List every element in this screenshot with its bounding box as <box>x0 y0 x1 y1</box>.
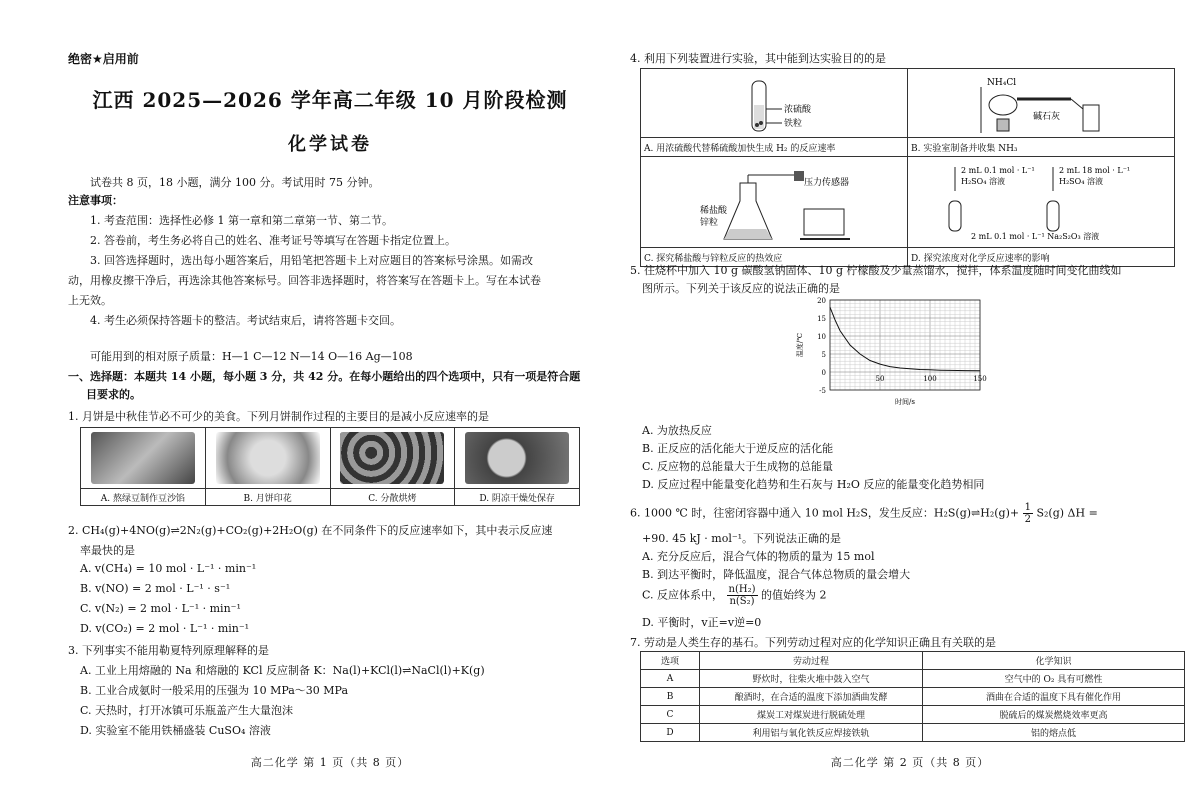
table-row <box>641 688 1185 706</box>
q5-option-d: D. 反应过程中能量变化趋势和生石灰与 H₂O 反应的能量变化趋势相同 <box>642 478 985 491</box>
q6-half-fraction <box>1023 502 1033 525</box>
zinc-label: 锌粒 <box>700 218 719 228</box>
storage-photo <box>465 432 569 484</box>
q6-stem-part: 6. 1000 ℃ 时，往密闭容器中通入 10 mol H₂S，发生反应：H₂S(g)⇌H₂(g)+ <box>630 506 1020 520</box>
q4-cell-c <box>641 157 908 248</box>
notice-3-cont: 动，用橡皮擦干净后，再选涂其他答案标号。回答非选择题时，将答案写在答题卡上。写在本试卷 <box>68 274 541 287</box>
q2-stem: 2. CH₄(g)+4NO(g)⇌2N₂(g)+CO₂(g)+2H₂O(g) 在不同条件下的反应速率如下，其中表示反应速 <box>68 524 553 537</box>
nh4cl-label: NH₄Cl <box>987 78 1017 88</box>
fraction-numerator: 1 <box>1024 502 1031 513</box>
table-row <box>641 670 1185 688</box>
q6-option-d: D. 平衡时，v正=v逆=0 <box>642 616 762 629</box>
right-dropper-label: 2 mL 18 mol · L⁻¹ <box>1059 166 1131 175</box>
q5-option-a: A. 为放热反应 <box>642 424 712 437</box>
q6-stem <box>630 502 1098 525</box>
page-footer-1: 高二化学 第 1 页（共 8 页） <box>250 756 410 769</box>
laptop-screen <box>804 209 844 235</box>
pressure-sensor-diagram <box>644 161 904 245</box>
y-tick-label: -5 <box>819 387 826 395</box>
page-footer-2: 高二化学 第 2 页（共 8 页） <box>830 756 990 769</box>
q7-stem: 7. 劳动是人类生存的基石。下列劳动过程对应的化学知识正确且有关联的是 <box>630 636 996 649</box>
q6-option-a: A. 充分反应后，混合气体的物质的量为 15 mol <box>642 550 875 563</box>
hcl-label: 稀盐酸 <box>700 206 728 216</box>
table-cell: B <box>641 688 700 706</box>
notice-2: 2. 答卷前，考生务必将自己的姓名、准考证号等填写在答题卡指定位置上。 <box>90 234 456 247</box>
y-tick-label: 15 <box>817 315 826 323</box>
q6-option-b: B. 到达平衡时，降低温度，混合气体总物质的量会增大 <box>642 568 911 581</box>
table-cell: 酒曲在合适的温度下具有催化作用 <box>923 688 1185 706</box>
q6-ratio-fraction <box>727 584 758 607</box>
notice-4: 4. 考生必须保持答题卡的整洁。考试结束后，请将答题卡交回。 <box>90 314 401 327</box>
q6-stem-cont: +90. 45 kJ · mol⁻¹。下列说法正确的是 <box>642 532 842 545</box>
table-row <box>641 724 1185 742</box>
atomic-masses: 可能用到的相对原子质量：H—1 C—12 N—14 O—16 Ag—108 <box>90 350 413 363</box>
left-page <box>40 0 620 797</box>
left-dropper-label-2: H₂SO₄ 溶液 <box>961 177 1005 186</box>
right-dropper-label-2: H₂SO₄ 溶液 <box>1059 177 1103 186</box>
q3-option-d: D. 实验室不能用铁桶盛装 CuSO₄ 溶液 <box>80 724 271 737</box>
q6-option-c <box>642 584 827 607</box>
table-row <box>641 706 1185 724</box>
section-heading: 一、选择题：本题共 14 小题，每小题 3 分，共 42 分。在每小题给出的四个选项中，只有一项是符合题 <box>68 370 581 383</box>
ratio-denominator: n(S₂) <box>729 596 755 607</box>
iron-label: 铁粒 <box>784 119 803 129</box>
fraction-denominator: 2 <box>1024 514 1031 525</box>
q7-table <box>640 651 1185 742</box>
ammonia-apparatus-diagram <box>911 75 1171 135</box>
mung-bean-photo <box>91 432 195 484</box>
temperature-chart <box>790 294 1000 414</box>
q4-option-c: C. 探究稀盐酸与锌粒反应的热效应 <box>641 248 908 267</box>
q5-option-c: C. 反应物的总能量大于生成物的总能量 <box>642 460 834 473</box>
sensor-label: 压力传感器 <box>804 178 850 188</box>
lime-label: 碱石灰 <box>1033 112 1061 122</box>
notice-heading: 注意事项： <box>68 194 123 207</box>
acid-label: 浓硫酸 <box>784 105 812 115</box>
q4-option-d: D. 探究浓度对化学反应速率的影响 <box>908 248 1175 267</box>
table-cell: 铝的熔点低 <box>923 724 1185 742</box>
q4-apparatus-table <box>640 68 1175 267</box>
right-test-tube <box>1047 201 1059 231</box>
q1-option-d: D. 阴凉干燥处保存 <box>455 489 580 506</box>
notice-3-end: 上无效。 <box>68 294 112 307</box>
left-test-tube <box>949 201 961 231</box>
baking-photo <box>340 432 444 484</box>
q2-stem-cont: 率最快的是 <box>80 544 135 557</box>
table-cell: A <box>641 670 700 688</box>
x-tick-label: 100 <box>923 375 937 383</box>
q4-stem: 4. 利用下列装置进行实验，其中能到达实验目的的是 <box>630 52 886 65</box>
x-tick-label: 50 <box>875 375 885 383</box>
q1-cell-b <box>205 428 330 489</box>
q2-option-b: B. v(NO) = 2 mol · L⁻¹ · s⁻¹ <box>80 582 231 595</box>
flask <box>989 95 1017 115</box>
q1-option-c: C. 分散烘烤 <box>330 489 455 506</box>
notice-3: 3. 回答选择题时，选出每小题答案后，用铅笔把答题卡上对应题目的答案标号涂黑。如需改 <box>90 254 533 267</box>
q4-cell-b <box>908 69 1175 138</box>
q4-cell-a <box>641 69 908 138</box>
q2-option-a: A. v(CH₄) = 10 mol · L⁻¹ · min⁻¹ <box>80 562 257 575</box>
table-cell: C <box>641 706 700 724</box>
section-heading-cont: 目要求的。 <box>86 388 141 401</box>
iron-particle <box>759 121 763 125</box>
q5-stem: 5. 往烧杯中加入 10 g 碳酸氢钠固体、10 g 柠檬酸及少量蒸馏水，搅拌，体系温度随时间变化曲线如 <box>630 264 1122 277</box>
q2-option-d: D. v(CO₂) = 2 mol · L⁻¹ · min⁻¹ <box>80 622 250 635</box>
table-cell: 脱硫后的煤炭燃烧效率更高 <box>923 706 1185 724</box>
collection-bottle <box>1083 105 1099 131</box>
ratio-numerator: n(H₂) <box>728 584 756 595</box>
flask-liquid <box>724 229 772 239</box>
q3-stem: 3. 下列事实不能用勒夏特列原理解释的是 <box>68 644 269 657</box>
exam-intro: 试卷共 8 页，18 小题，满分 100 分。考试用时 75 分钟。 <box>90 176 380 189</box>
table-cell: 煤炭工对煤炭进行脱硫处理 <box>700 706 923 724</box>
right-page <box>620 0 1200 797</box>
q7-header-process: 劳动过程 <box>700 652 923 670</box>
table-cell: 利用铝与氧化铁反应焊接铁轨 <box>700 724 923 742</box>
test-tube-diagram <box>644 75 904 135</box>
q1-cell-a <box>81 428 206 489</box>
x-axis-label: 时间/s <box>895 398 915 406</box>
x-tick-label: 150 <box>973 375 987 383</box>
table-cell: 野炊时，往柴火堆中鼓入空气 <box>700 670 923 688</box>
q7-header-row <box>641 652 1185 670</box>
temperature-chart-svg <box>790 294 1000 414</box>
q4-option-a: A. 用浓硫酸代替稀硫酸加快生成 H₂ 的反应速率 <box>641 138 908 157</box>
y-tick-label: 5 <box>821 351 826 359</box>
y-tick-label: 10 <box>817 333 826 341</box>
q1-stem: 1. 月饼是中秋佳节必不可少的美食。下列月饼制作过程的主要目的是减小反应速率的是 <box>68 410 489 423</box>
q1-option-a: A. 熬绿豆制作豆沙馅 <box>81 489 206 506</box>
concentration-diagram <box>911 161 1171 245</box>
q1-cell-c <box>330 428 455 489</box>
y-axis-label: 温度/℃ <box>796 332 804 358</box>
exam-title: 江西 2025—2026 学年高二年级 10 月阶段检测 <box>92 88 568 112</box>
table-cell: 空气中的 O₂ 具有可燃性 <box>923 670 1185 688</box>
delivery-tube <box>1071 99 1083 109</box>
notice-1: 1. 考查范围：选择性必修 1 第一章和第二章第一节、第二节。 <box>90 214 393 227</box>
q3-option-b: B. 工业合成氨时一般采用的压强为 10 MPa～30 MPa <box>80 684 349 697</box>
q2-option-c: C. v(N₂) = 2 mol · L⁻¹ · min⁻¹ <box>80 602 241 615</box>
q5-stem-cont: 图所示。下列关于该反应的说法正确的是 <box>642 282 840 295</box>
q6-stem-part-2: S₂(g) ΔH = <box>1036 506 1098 520</box>
y-tick-label: 20 <box>817 297 826 305</box>
y-tick-label: 0 <box>821 369 826 377</box>
left-dropper-label: 2 mL 0.1 mol · L⁻¹ <box>961 166 1035 175</box>
sensor <box>794 171 804 181</box>
q1-image-table <box>80 427 580 506</box>
q5-option-b: B. 正反应的活化能大于逆反应的活化能 <box>642 442 834 455</box>
exam-subtitle: 化学试卷 <box>288 134 372 155</box>
iron-particle <box>755 123 759 127</box>
confidential-mark: 绝密★启用前 <box>68 52 139 66</box>
q7-header-knowledge: 化学知识 <box>923 652 1185 670</box>
q3-option-c: C. 天热时，打开冰镇可乐瓶盖产生大量泡沫 <box>80 704 294 717</box>
q6-c-prefix: C. 反应体系中， <box>642 588 724 602</box>
q1-cell-d <box>455 428 580 489</box>
table-cell: D <box>641 724 700 742</box>
thiosulfate-label: 2 mL 0.1 mol · L⁻¹ Na₂S₂O₃ 溶液 <box>971 232 1100 241</box>
q3-option-a: A. 工业上用熔融的 Na 和熔融的 KCl 反应制备 K：Na(l)+KCl(l)⇌NaCl(l)+K(g) <box>80 664 485 677</box>
q1-option-b: B. 月饼印花 <box>205 489 330 506</box>
q4-cell-d <box>908 157 1175 248</box>
q6-c-suffix: 的值始终为 2 <box>761 588 827 602</box>
q4-option-b: B. 实验室制备并收集 NH₃ <box>908 138 1175 157</box>
burner <box>997 119 1009 131</box>
table-cell: 酿酒时，在合适的温度下添加酒曲发酵 <box>700 688 923 706</box>
q7-header-option: 选项 <box>641 652 700 670</box>
mooncake-print-photo <box>216 432 320 484</box>
